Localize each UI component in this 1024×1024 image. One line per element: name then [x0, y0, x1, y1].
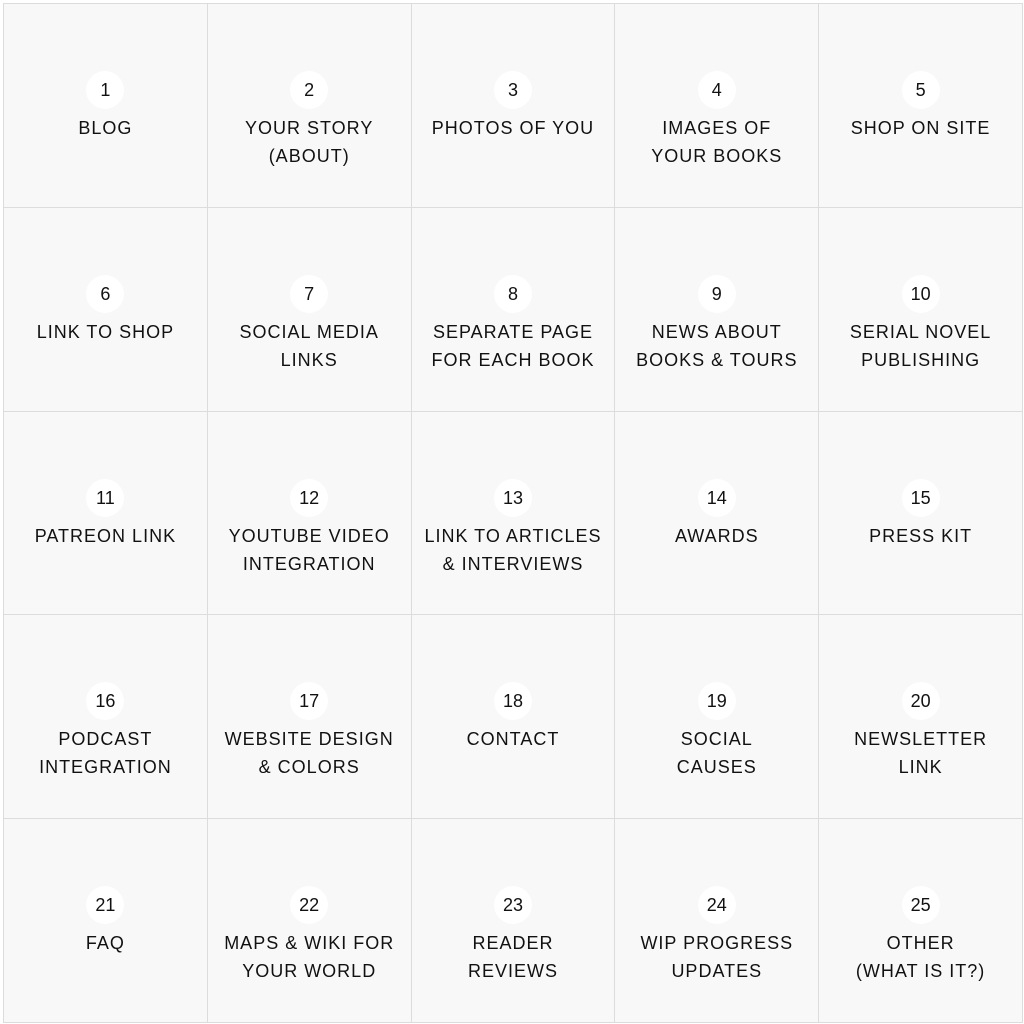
item-label: PHOTOS OF YOU [431, 118, 595, 138]
feature-cell [4, 615, 207, 818]
feature-cell [4, 819, 207, 1022]
item-number-badge: 20 [902, 682, 940, 720]
item-label: WIP PROGRESS UPDATES [640, 933, 794, 982]
item-label: NEWS ABOUT BOOKS & TOURS [636, 321, 798, 370]
item-number-badge: 2 [290, 71, 328, 109]
item-number-badge: 10 [902, 275, 940, 313]
item-label: PODCAST INTEGRATION [39, 729, 172, 778]
item-label: IMAGES OF YOUR BOOKS [651, 118, 783, 166]
item-label: WEBSITE DESIGN & COLORS [224, 729, 394, 778]
item-number-badge: 24 [698, 886, 736, 924]
feature-cell [412, 208, 615, 411]
feature-grid [3, 3, 1023, 1023]
item-number-badge: 21 [86, 886, 124, 924]
item-number-badge: 23 [494, 886, 532, 924]
feature-cell [615, 4, 818, 207]
item-number-badge: 15 [902, 479, 940, 517]
feature-cell [208, 412, 411, 615]
item-number-badge: 13 [494, 479, 532, 517]
item-label: OTHER (WHAT IS IT?) [855, 933, 986, 982]
item-label: SHOP ON SITE [850, 118, 991, 138]
item-label: SEPARATE PAGE FOR EACH BOOK [431, 321, 595, 370]
item-label: SERIAL NOVEL PUBLISHING [849, 321, 992, 370]
item-number-badge: 12 [290, 479, 328, 517]
feature-cell [412, 819, 615, 1022]
item-label: NEWSLETTER LINK [854, 729, 988, 778]
item-label: PRESS KIT [869, 525, 973, 546]
item-label: AWARDS [674, 525, 759, 546]
item-number-badge: 22 [290, 886, 328, 924]
item-label: MAPS & WIKI FOR YOUR WORLD [224, 933, 395, 982]
feature-cell [208, 819, 411, 1022]
item-number-badge: 4 [698, 71, 736, 109]
item-label: LINK TO SHOP [36, 321, 175, 342]
feature-cell [819, 4, 1022, 207]
item-number-badge: 9 [698, 275, 736, 313]
feature-cell [208, 615, 411, 818]
item-number-badge: 1 [86, 71, 124, 109]
item-label: SOCIAL CAUSES [676, 729, 757, 778]
feature-cell [615, 412, 818, 615]
item-label: FAQ [85, 933, 125, 954]
feature-cell [819, 208, 1022, 411]
item-number-badge: 18 [494, 682, 532, 720]
item-label: CONTACT [466, 729, 560, 750]
item-number-badge: 7 [290, 275, 328, 313]
item-label: LINK TO ARTICLES & INTERVIEWS [424, 525, 602, 574]
feature-cell [412, 412, 615, 615]
feature-cell [4, 4, 207, 207]
feature-cell [615, 819, 818, 1022]
feature-cell [412, 615, 615, 818]
item-number-badge: 6 [86, 275, 124, 313]
feature-cell [819, 615, 1022, 818]
feature-cell [819, 819, 1022, 1022]
feature-cell [208, 4, 411, 207]
item-number-badge: 3 [494, 71, 532, 109]
item-label: YOUTUBE VIDEO INTEGRATION [228, 525, 390, 574]
feature-cell [615, 208, 818, 411]
feature-cell [819, 412, 1022, 615]
item-number-badge: 16 [86, 682, 124, 720]
item-label: SOCIAL MEDIA LINKS [239, 321, 379, 370]
feature-cell [4, 412, 207, 615]
item-number-badge: 25 [902, 886, 940, 924]
item-number-badge: 17 [290, 682, 328, 720]
feature-cell [208, 208, 411, 411]
item-number-badge: 8 [494, 275, 532, 313]
item-label: YOUR STORY (ABOUT) [245, 118, 374, 166]
feature-cell [4, 208, 207, 411]
item-number-badge: 5 [902, 71, 940, 109]
item-label: PATREON LINK [34, 525, 177, 546]
item-label: READER REVIEWS [467, 933, 558, 982]
item-number-badge: 11 [86, 479, 124, 517]
item-label: BLOG [78, 118, 133, 138]
feature-cell [615, 615, 818, 818]
item-number-badge: 14 [698, 479, 736, 517]
feature-cell [412, 4, 615, 207]
item-number-badge: 19 [698, 682, 736, 720]
